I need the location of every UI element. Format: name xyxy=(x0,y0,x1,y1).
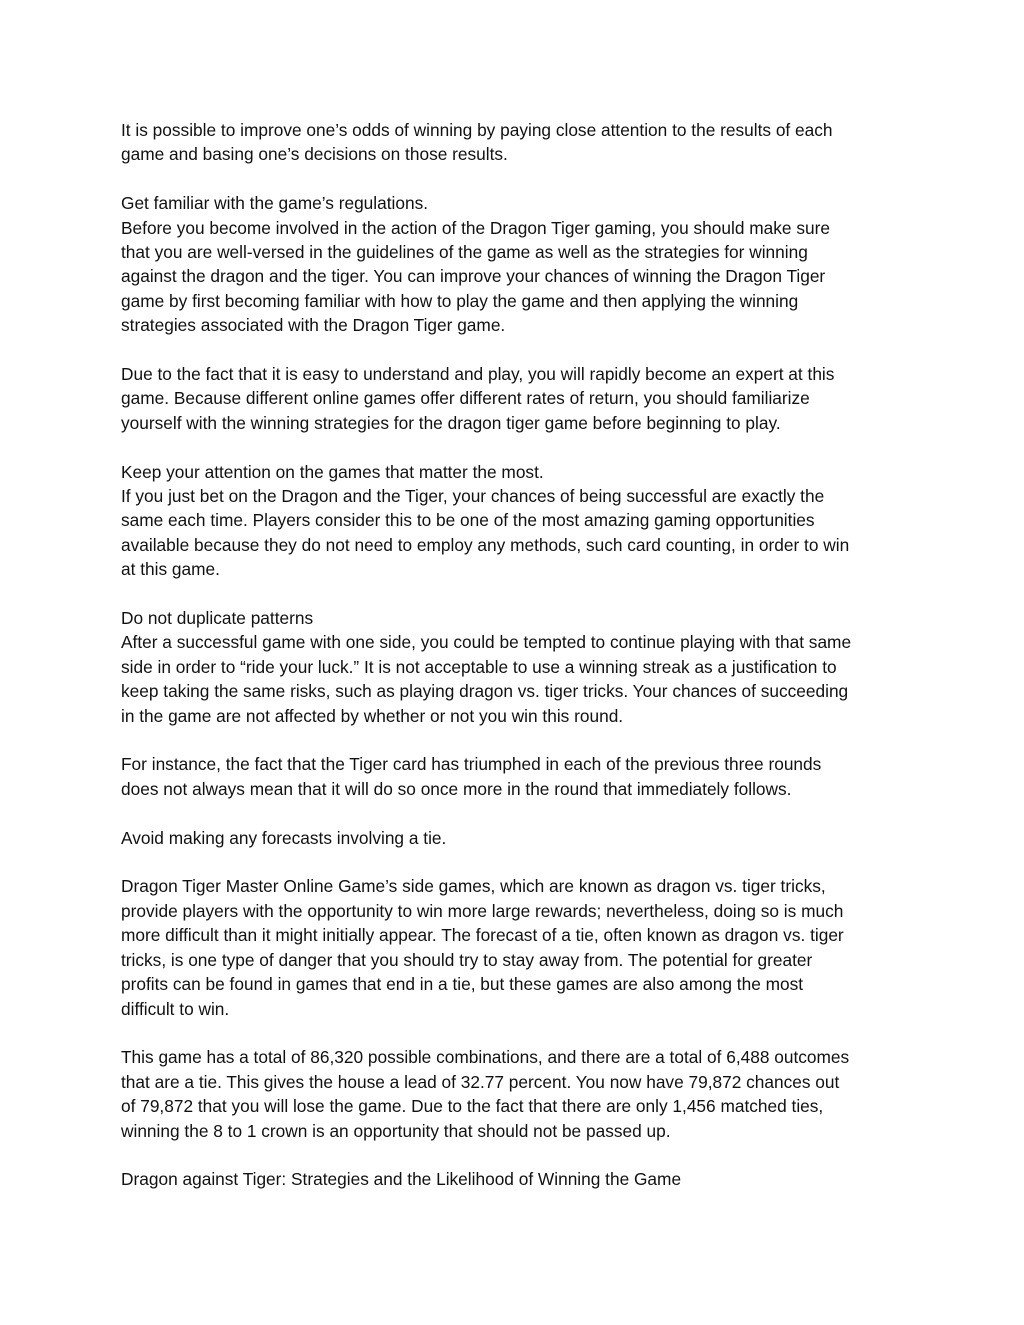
text-line: This game has a total of 86,320 possible combinations, and there are a total of 6,488 outcomes xyxy=(121,1047,850,1068)
text-line: Due to the fact that it is easy to understand and play, you will rapidly become an expert at this xyxy=(121,364,835,385)
section-heading: Dragon against Tiger: Strategies and the Likelihood of Winning the Game xyxy=(121,1169,682,1190)
text-line: After a successful game with one side, you could be tempted to continue playing with that same xyxy=(121,632,852,653)
text-line: game by first becoming familiar with how to play the game and then applying the winning xyxy=(121,290,799,311)
text-line: winning the 8 to 1 crown is an opportunity that should not be passed up. xyxy=(121,1120,671,1141)
text-line: that are a tie. This gives the house a lead of 32.77 percent. You now have 79,872 chances out xyxy=(121,1071,840,1092)
text-line: game. Because different online games offer different rates of return, you should familiarize xyxy=(121,388,810,409)
text-line: difficult to win. xyxy=(121,998,230,1019)
text-line: at this game. xyxy=(121,559,220,580)
paragraph-closing-heading xyxy=(121,1167,911,1191)
paragraph-instance xyxy=(121,752,911,801)
text-line: Dragon Tiger Master Online Game’s side games, which are known as dragon vs. tiger tricks, xyxy=(121,876,826,897)
text-line: strategies associated with the Dragon Tiger game. xyxy=(121,315,506,336)
paragraph-combinations xyxy=(121,1045,911,1143)
text-line: For instance, the fact that the Tiger card has triumphed in each of the previous three rounds xyxy=(121,754,822,775)
section-heading: Avoid making any forecasts involving a tie. xyxy=(121,827,447,848)
text-line: game and basing one’s decisions on those results. xyxy=(121,144,508,165)
text-line: keep taking the same risks, such as playing dragon vs. tiger tricks. Your chances of succeeding xyxy=(121,681,849,702)
text-line: available because they do not need to employ any methods, such card counting, in order to win xyxy=(121,534,850,555)
text-line: in the game are not affected by whether or not you win this round. xyxy=(121,705,624,726)
text-line: against the dragon and the tiger. You can improve your chances of winning the Dragon Tiger xyxy=(121,266,826,287)
section-heading: Get familiar with the game’s regulations. xyxy=(121,193,429,214)
text-line: yourself with the winning strategies for the dragon tiger game before beginning to play. xyxy=(121,412,781,433)
text-line: It is possible to improve one’s odds of winning by paying close attention to the results of each xyxy=(121,120,833,140)
paragraph-intro xyxy=(121,118,911,167)
paragraph-easy-to-play xyxy=(121,362,911,435)
text-line: Before you become involved in the action of the Dragon Tiger gaming, you should make sure xyxy=(121,217,830,238)
text-line: profits can be found in games that end in a tie, but these games are also among the most xyxy=(121,974,804,995)
text-line: same each time. Players consider this to be one of the most amazing gaming opportunities xyxy=(121,510,815,531)
text-line: of 79,872 that you will lose the game. Due to the fact that there are only 1,456 matched ties, xyxy=(121,1096,824,1117)
text-line: that you are well-versed in the guidelines of the game as well as the strategies for winning xyxy=(121,242,808,263)
text-line: more difficult than it might initially appear. The forecast of a tie, often known as dragon vs. tiger xyxy=(121,925,844,946)
paragraph-attention xyxy=(121,460,911,582)
section-heading: Keep your attention on the games that matter the most. xyxy=(121,461,544,482)
paragraph-regulations xyxy=(121,191,911,337)
paragraph-patterns xyxy=(121,606,911,728)
text-line: If you just bet on the Dragon and the Tiger, your chances of being successful are exactly the xyxy=(121,486,825,507)
text-line: does not always mean that it will do so once more in the round that immediately follows. xyxy=(121,778,792,799)
paragraph-avoid-tie xyxy=(121,826,911,850)
text-line: tricks, is one type of danger that you should try to stay away from. The potential for greater xyxy=(121,949,813,970)
text-line: provide players with the opportunity to win more large rewards; nevertheless, doing so is much xyxy=(121,900,844,921)
document-page xyxy=(121,118,911,1216)
text-line: side in order to “ride your luck.” It is not acceptable to use a winning streak as a justification to xyxy=(121,656,837,677)
section-heading: Do not duplicate patterns xyxy=(121,608,314,629)
paragraph-side-games xyxy=(121,874,911,1020)
